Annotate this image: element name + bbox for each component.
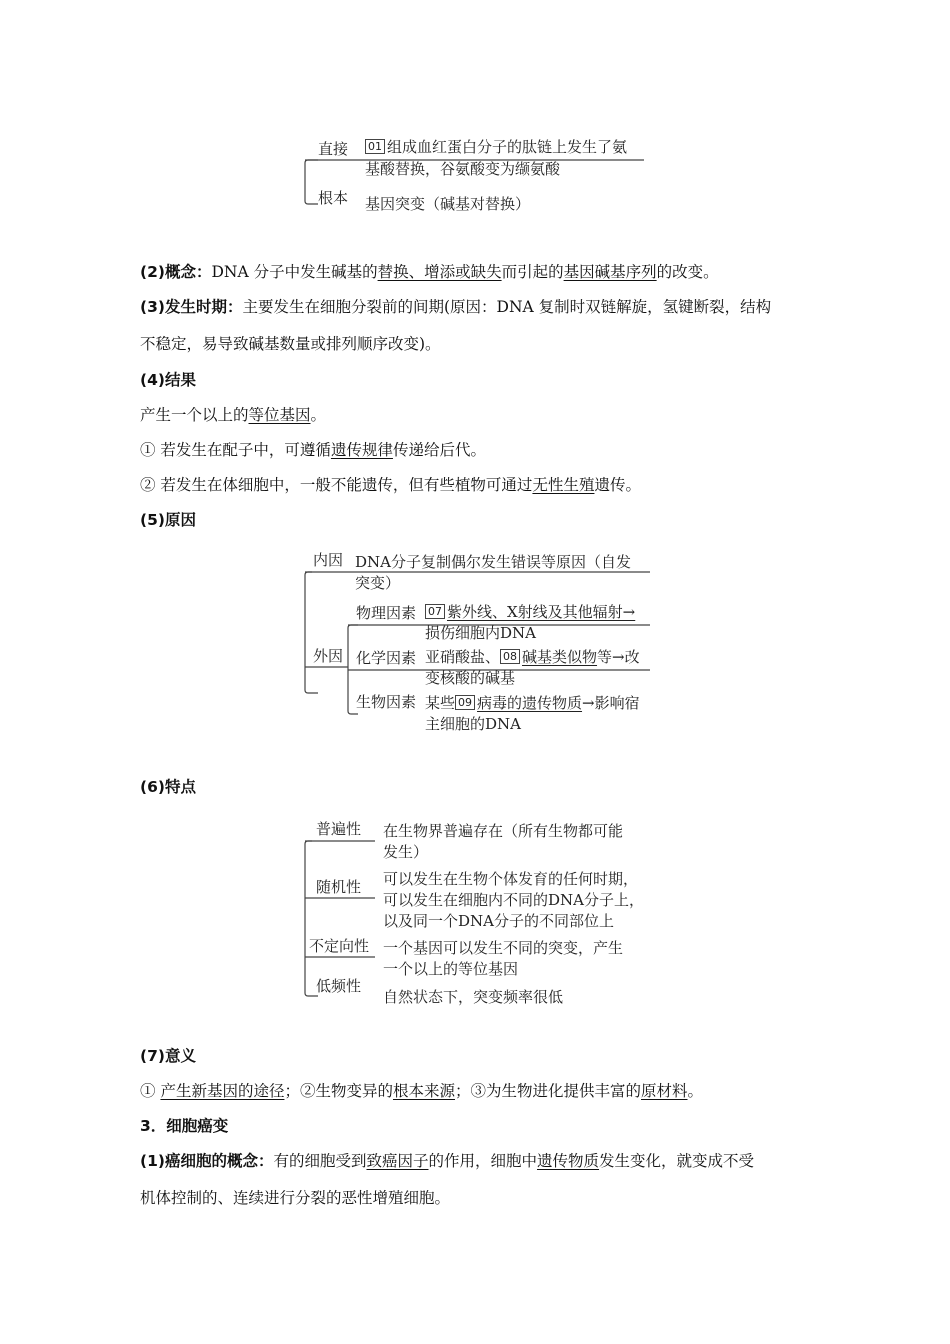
significance-heading: (7)意义 xyxy=(140,1047,196,1065)
blank-number: 07 xyxy=(425,604,445,619)
blank-answer: 遗传规律 xyxy=(330,441,393,459)
blank-number: 08 xyxy=(500,649,520,664)
randomness-line1: 可以发生在生物个体发育的任何时期， xyxy=(383,870,639,888)
text: 有的细胞受到 xyxy=(273,1152,367,1170)
randomness-label: 随机性 xyxy=(316,878,362,896)
text: 而引起的 xyxy=(501,263,564,281)
blank-answer: 致癌因子 xyxy=(366,1152,429,1170)
biological-factor-label: 生物因素 xyxy=(356,693,417,711)
blank-answer: 碱基类似物 xyxy=(522,648,598,666)
text: 某些 xyxy=(425,694,456,712)
blank-answer: 基因碱基序列 xyxy=(563,263,657,281)
concept-label: (2)概念： xyxy=(140,263,212,281)
physical-factor-line2: 损伤细胞内DNA xyxy=(425,624,536,642)
root-label: 根本 xyxy=(318,189,349,207)
blank-answer: 原材料 xyxy=(641,1082,688,1100)
cancer-concept-label: (1)癌细胞的概念： xyxy=(140,1152,274,1170)
blank-answer: 替换、增添或缺失 xyxy=(377,263,502,281)
text: 。 xyxy=(687,1082,704,1100)
low-frequency-label: 低频性 xyxy=(316,977,362,995)
blank-number: 09 xyxy=(455,695,475,710)
cancer-concept-line1 xyxy=(140,1151,754,1171)
inner-cause-line1: DNA分子复制偶尔发生错误等原因（自发 xyxy=(355,553,631,571)
direct-label: 直接 xyxy=(318,140,349,158)
section-heading-cell-cancer: 3．细胞癌变 xyxy=(140,1117,229,1135)
blank-answer: 遗传物质 xyxy=(537,1152,600,1170)
blank-answer: 无性生殖 xyxy=(532,476,595,494)
text: 等→改 xyxy=(597,648,640,666)
text: 。 xyxy=(310,406,327,424)
universality-line2: 发生） xyxy=(383,843,429,861)
feature-heading: (6)特点 xyxy=(140,778,196,796)
chemical-factor-line2: 变核酸的碱基 xyxy=(425,669,516,687)
randomness-line2: 可以发生在细胞内不同的DNA分子上， xyxy=(383,891,644,909)
non-directional-line2: 一个以上的等位基因 xyxy=(383,960,519,978)
text: ；③为生物进化提供丰富的 xyxy=(454,1082,641,1100)
text: →影响宿 xyxy=(582,694,640,712)
text: 发生变化，就变成不受 xyxy=(599,1152,755,1170)
outer-cause-label: 外因 xyxy=(313,647,344,665)
result-heading: (4)结果 xyxy=(140,371,196,389)
inner-cause-label: 内因 xyxy=(313,551,344,569)
text: 遗传。 xyxy=(594,476,641,494)
universality-line1: 在生物界普遍存在（所有生物都可能 xyxy=(383,822,624,840)
direct-text: 组成血红蛋白分子的肽链上发生了氨 xyxy=(387,138,628,156)
text: DNA 分子中发生碱基的 xyxy=(211,263,378,281)
text: 的作用，细胞中 xyxy=(428,1152,538,1170)
non-directional-label: 不定向性 xyxy=(309,937,370,955)
text: ① xyxy=(140,1082,161,1100)
chemical-factor-label: 化学因素 xyxy=(356,649,417,667)
text: 亚硝酸盐、 xyxy=(425,648,501,666)
root-text: 基因突变（碱基对替换） xyxy=(365,195,531,213)
text: 主要发生在细胞分裂前的间期(原因：DNA 复制时双链解旋，氢键断裂，结构 xyxy=(242,298,772,316)
blank-answer: 产生新基因的途径 xyxy=(160,1082,285,1100)
inner-cause-line2: 突变） xyxy=(355,574,401,592)
blank-answer: 等位基因 xyxy=(248,406,311,424)
cause-heading: (5)原因 xyxy=(140,511,196,529)
text: ② 若发生在体细胞中，一般不能遗传，但有些植物可通过 xyxy=(140,476,533,494)
randomness-line3: 以及同一个DNA分子的不同部位上 xyxy=(383,912,614,930)
universality-label: 普遍性 xyxy=(316,820,362,838)
cancer-concept-line2: 机体控制的、连续进行分裂的恶性增殖细胞。 xyxy=(140,1189,451,1207)
period-paragraph-line2: 不稳定，易导致碱基数量或排列顺序改变)。 xyxy=(140,335,441,353)
direct-line2: 基酸替换，谷氨酸变为缬氨酸 xyxy=(365,160,561,178)
blank-answer: 紫外线、X射线及其他辐射→ xyxy=(447,603,636,621)
text: ① 若发生在配子中，可遵循 xyxy=(140,441,331,459)
non-directional-line1: 一个基因可以发生不同的突变，产生 xyxy=(383,939,624,957)
low-frequency-line1: 自然状态下，突变频率很低 xyxy=(383,988,564,1006)
blank-answer: 病毒的遗传物质 xyxy=(477,694,583,712)
text: 产生一个以上的 xyxy=(140,406,249,424)
significance-line xyxy=(140,1081,703,1101)
blank-number: 01 xyxy=(365,139,385,154)
text: ；②生物变异的 xyxy=(284,1082,393,1100)
physical-factor-label: 物理因素 xyxy=(356,604,417,622)
blank-answer: 根本来源 xyxy=(392,1082,455,1100)
text: 的改变。 xyxy=(656,263,719,281)
period-label: (3)发生时期： xyxy=(140,298,243,316)
text: 传递给后代。 xyxy=(392,441,486,459)
biological-factor-line2: 主细胞的DNA xyxy=(425,715,521,733)
